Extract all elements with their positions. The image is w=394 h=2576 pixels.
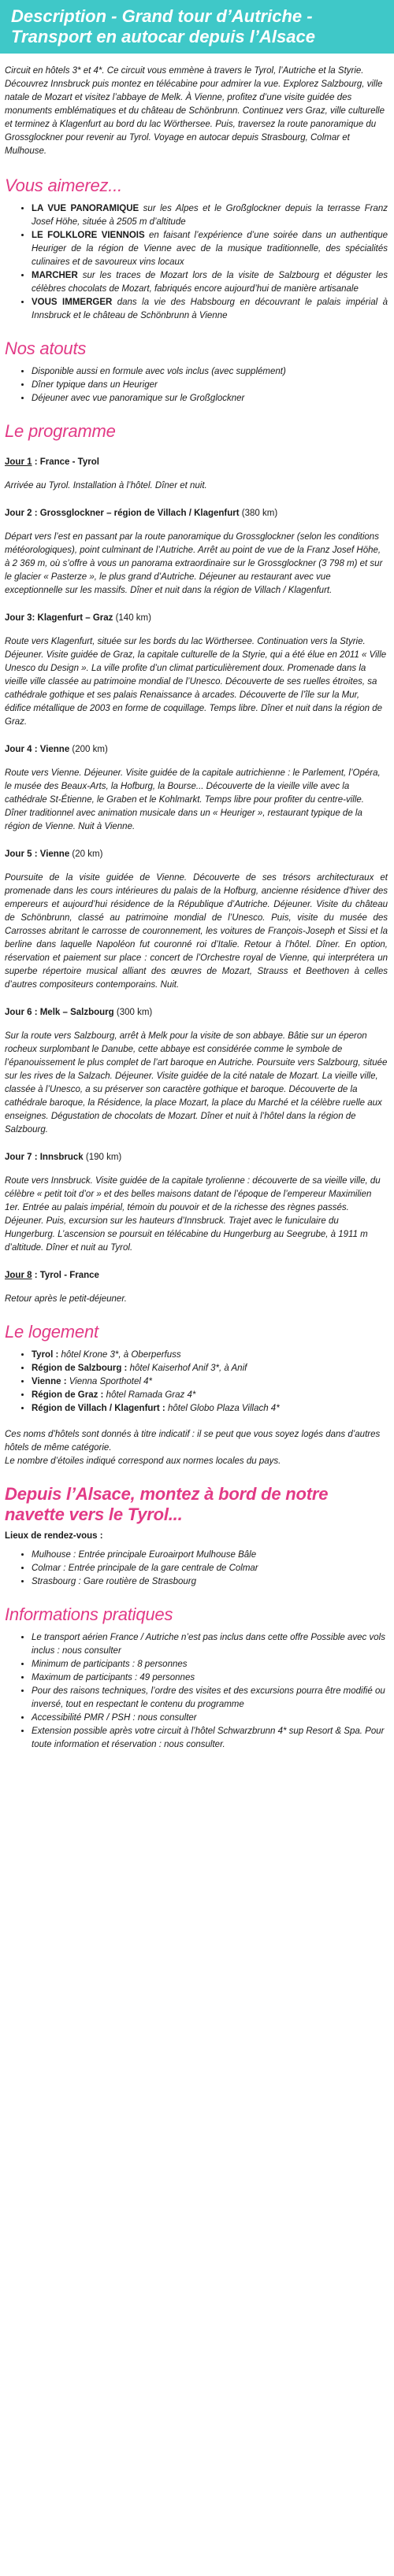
day-title-2: Jour 2 : Grossglockner – région de Villach / Klagenfurt (380 km) <box>5 509 278 518</box>
list-item: • Région de Graz : hôtel Ramada Graz 4* <box>32 1389 388 1402</box>
section-title-atouts: Nos atouts <box>5 339 87 358</box>
list-item: • LA VUE PANORAMIQUE sur les Alpes et le Großglockner depuis la terrasse Franz Josef Höhe, située à 2505 m d’altitude <box>32 202 388 229</box>
list-item: • Déjeuner avec vue panoramique sur le Großglockner <box>32 392 388 405</box>
logement-list <box>5 1349 388 1416</box>
list-item: • Accessibilité PMR / PSH : nous consulter <box>32 1712 388 1725</box>
day-text-2: Départ vers l’est en passant par la route panoramique du Grossglockner (selon les conditions météorologiques), point culminant de l’Autriche. Arrêt au point de vue de la Franz Josef Höhe, à 2 369 m, où s’offre à vous un panorama extraordinaire sur le Grossglockner (3 798 m) et sur le glacier « Pasterze », le plus grand d’Autriche. Déjeuner au restaurant avec vue exceptionnelle sur les massifs. Dîner et nuit dans la région de Villach / Klagenfurt. <box>5 532 383 595</box>
day-title-8: Jour 8 : Tyrol - France <box>5 1271 99 1280</box>
section-title-logement: Le logement <box>5 1322 98 1342</box>
intro-text: Circuit en hôtels 3* et 4*. Ce circuit vous emmène à travers le Tyrol, l’Autriche et la Styrie. Découvrez Innsbruck puis montez en télécabine pour admirer la vue. Explorez Salzbourg, ville natale de Mozart et visitez l’abbaye de Melk. À Vienne, profitez d’une visite guidée des monuments emblématiques et du château de Schönbrunn. Continuez vers Graz, ville culturelle et terminez à Klagenfurt au bord du lac Wörthersee. Puis, traversez la route panoramique du Grossglockner pour revenir au Tyrol. Voyage en autocar depuis Strasbourg, Colmar et Mulhouse. <box>5 66 385 156</box>
day-text-3: Route vers Klagenfurt, située sur les bords du lac Wörthersee. Continuation vers la Styrie. Déjeuner. Visite guidée de Graz, la capitale culturelle de la Styrie, qui a été élue en 2011 « Ville Unesco du Design ». La ville profite d’un climat particulièrement doux. Promenade dans la vieille ville classée au patrimoine mondial de l’Unesco. Découverte de ses ruelles étroites, sa cathédrale gothique et ses palais Renaissance à arcades. Découverte de l’île sur la Mur, édifice métallique de 2003 en forme de coquillage. Temps libre. Dîner et nuit dans la région de Graz. <box>5 637 387 727</box>
day-title-6: Jour 6 : Melk – Salzbourg (300 km) <box>5 1008 153 1017</box>
list-item: • Mulhouse : Entrée principale Euroairport Mulhouse Bâle <box>32 1549 388 1562</box>
infos-list <box>5 1631 388 1752</box>
list-item: • Extension possible après votre circuit à l’hôtel Schwarzbrunn 4* sup Resort & Spa. Pour toute information et réservation : nous consulter. <box>32 1725 388 1752</box>
list-item: • Dîner typique dans un Heuriger <box>32 379 388 392</box>
list-item: • MARCHER sur les traces de Mozart lors de la visite de Salzbourg et déguster les célèbres chocolats de Mozart, fabriqués encore aujourd’hui de manière artisanale <box>32 269 388 296</box>
content <box>0 65 394 1752</box>
section-title-infos: Informations pratiques <box>5 1604 173 1624</box>
day-text-5: Poursuite de la visite guidée de Vienne. Découverte de ses trésors architecturaux et promenade dans les cours intérieures du palais de la Hofburg, ancienne résidence d’hiver des empereurs et aujourd’hui résidence de la République d’Autriche. Déjeuner. Visite du château de Schönbrunn, classé au patrimoine mondial de l’Unesco. Puis, visite du musée des Carrosses abritant le carrosse de couronnement, les voitures de François-Joseph et Sissi et la berline dans laquelle Napoléon fut couronné roi d’Italie. Retour à l’hôtel. Dîner. En option, réservation et paiement sur place : concert de l’Orchestre royal de Vienne, qui interprétera un superbe répertoire musical alliant des œuvres de Mozart, Strauss et Beethoven à celles d’autres compositeurs contemporains. Nuit. <box>5 873 388 990</box>
day-title-3: Jour 3: Klagenfurt – Graz (140 km) <box>5 613 151 623</box>
day-text-8: Retour après le petit-déjeuner. <box>5 1294 127 1304</box>
day-title-4: Jour 4 : Vienne (200 km) <box>5 745 108 754</box>
list-item: • Colmar : Entrée principale de la gare centrale de Colmar <box>32 1562 388 1575</box>
day-text-7: Route vers Innsbruck. Visite guidée de la capitale tyrolienne : découverte de sa vieille ville, du célèbre « petit toit d’or » et des belles maisons datant de l’époque de l’empereur Maximilien 1er. Entrée au palais impérial, témoin du pouvoir et de la richesse des règnes passés. Déjeuner. Puis, excursion sur les hauteurs d’Innsbruck. Trajet avec le funiculaire du Hungerburg. L’ascension se poursuit en télécabine du Hungerburg au Seegrube, à 1911 m d’altitude. Dîner et nuit au Tyrol. <box>5 1176 381 1253</box>
logement-note <box>5 1428 388 1468</box>
day-title-1: Jour 1 : France - Tyrol <box>5 457 99 467</box>
section-title-alsace: Depuis l’Alsace, montez à bord de notre navette vers le Tyrol... <box>5 1484 329 1524</box>
section-title-programme: Le programme <box>5 421 116 441</box>
list-item: • Tyrol : hôtel Krone 3*, à Oberperfuss <box>32 1349 388 1362</box>
page-title: Description - Grand tour d’Autriche - Transport en autocar depuis l’Alsace <box>11 6 315 46</box>
list-item: • Disponible aussi en formule avec vols inclus (avec supplément) <box>32 365 388 379</box>
list-item: • VOUS IMMERGER dans la vie des Habsbourg en découvrant le palais impérial à Innsbruck et le château de Schönbrunn à Vienne <box>32 296 388 323</box>
vous-aimerez-list <box>5 202 388 323</box>
rendez-vous-list <box>5 1549 388 1589</box>
logement-note-1: Ces noms d’hôtels sont donnés à titre indicatif : il se peut que vous soyez logés dans d’autres hôtels de même catégorie. <box>5 1430 381 1453</box>
list-item: • LE FOLKLORE VIENNOIS en faisant l’expérience d’une soirée dans un authentique Heuriger de la région de Vienne avec de la musique traditionnelle, des spécialités culinaires et de savoureux vins locaux <box>32 229 388 269</box>
day-text-6: Sur la route vers Salzbourg, arrêt à Melk pour la visite de son abbaye. Bâtie sur un éperon rocheux surplombant le Danube, cette abbaye est considérée comme le symbole de l’épanouissement le plus complet de l’art baroque en Autriche. Poursuite vers Salzbourg, située sur les rives de la Salzach. Déjeuner. Visite guidée de la cité natale de Mozart. La vieille ville, classée à l’Unesco, a su préserver son caractère gothique et baroque. Découverte de la cathédrale baroque, la Résidence, la place Mozart, la place du Marché et la célèbre ruelle aux enseignes. Dégustation de chocolats de Mozart. Dîner et nuit à l’hôtel dans la région de Salzbourg. <box>5 1031 388 1134</box>
day-text-4: Route vers Vienne. Déjeuner. Visite guidée de la capitale autrichienne : le Parlement, l’Opéra, le musée des Beaux-Arts, la Hofburg, la Bourse... Découverte de la vieille ville avec la cathédrale St-Étienne, le Graben et le Kohlmarkt. Temps libre pour profiter du centre-ville. Dîner traditionnel avec animation musicale dans un « Heuriger », restaurant typique de la région de Vienne. Nuit à Vienne. <box>5 768 381 831</box>
list-item: • Minimum de participants : 8 personnes <box>32 1658 388 1671</box>
day-title-7: Jour 7 : Innsbruck (190 km) <box>5 1153 122 1162</box>
day-text-1: Arrivée au Tyrol. Installation à l’hôtel. Dîner et nuit. <box>5 481 207 490</box>
page-title-banner <box>0 0 394 54</box>
list-item: • Vienne : Vienna Sporthotel 4* <box>32 1375 388 1389</box>
logement-note-2: Le nombre d’étoiles indiqué correspond aux normes locales du pays. <box>5 1456 281 1466</box>
list-item: • Strasbourg : Gare routière de Strasbourg <box>32 1575 388 1589</box>
list-item: • Région de Salzbourg : hôtel Kaiserhof Anif 3*, à Anif <box>32 1362 388 1375</box>
list-item: • Maximum de participants : 49 personnes <box>32 1671 388 1685</box>
section-title-vous-aimerez: Vous aimerez... <box>5 176 123 195</box>
rendez-vous-heading: Lieux de rendez-vous : <box>5 1531 103 1541</box>
list-item: • Pour des raisons techniques, l’ordre des visites et des excursions pourra être modifié ou inversé, tout en respectant le contenu du programme <box>32 1685 388 1712</box>
list-item: • Région de Villach / Klagenfurt : hôtel Globo Plaza Villach 4* <box>32 1402 388 1416</box>
list-item: • Le transport aérien France / Autriche n’est pas inclus dans cette offre Possible avec vols inclus : nous consulter <box>32 1631 388 1658</box>
day-title-5: Jour 5 : Vienne (20 km) <box>5 849 103 859</box>
atouts-list <box>5 365 388 405</box>
